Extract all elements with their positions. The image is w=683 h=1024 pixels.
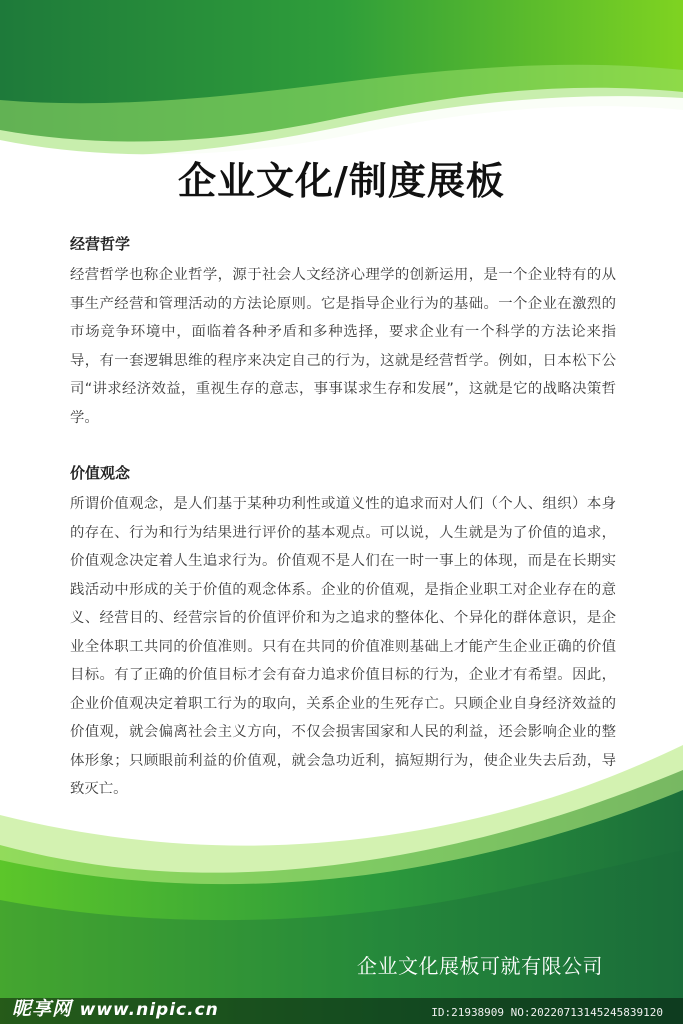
watermark-logo-text: 昵享网 <box>12 998 73 1020</box>
section-body: 所谓价值观念，是人们基于某种功利性或道义性的追求而对人们（个人、组织）本身的存在、行为和行为结果进行评价的基本观点。可以说，人生就是为了价值的追求，价值观念决定着人生追求行为。价值观不是人们在一时一事上的体现，而是在长期实践活动中形成的关于价值的观念体系。企业的价值观，是指企业职工对企业存在的意义、经营目的、经营宗旨的价值评价和为之追求的整体化、个异化的群体意识，是企业全体职工共同的价值准则。只有在共同的价值准则基础上才能产生企业正确的价值目标。有了正确的价值目标才会有奋力追求价值目标的行为，企业才有希望。因此，企业价值观决定着职工行为的取向，关系企业的生死存亡。只顾企业自身经济效益的价值观，就会偏离社会主义方向，不仅会损害国家和人民的利益，还会影响企业的整体形象；只顾眼前利益的价值观，就会急功近利，搞短期行为，使企业失去后劲，导致灭亡。 <box>70 496 616 797</box>
watermark-bar <box>0 998 683 1024</box>
section-heading: 经营哲学 <box>70 235 131 253</box>
section-values <box>70 462 616 804</box>
watermark-site: www.nipic.cn <box>79 1000 219 1020</box>
watermark-id: ID:21938909 NO:20220713145245839120 <box>431 1006 663 1019</box>
page-title: 企业文化/制度展板 <box>178 159 505 203</box>
watermark-logo <box>12 994 219 1021</box>
section-body: 经营哲学也称企业哲学，源于社会人文经济心理学的创新运用，是一个企业特有的从事生产经营和管理活动的方法论原则。它是指导企业行为的基础。一个企业在激烈的市场竞争环境中，面临着各种矛盾和多种选择，要求企业有一个科学的方法论来指导，有一套逻辑思维的程序来决定自己的行为，这就是经营哲学。例如，日本松下公司“讲求经济效益，重视生存的意志，事事谋求生存和发展”，这就是它的战略决策哲学。 <box>70 267 616 426</box>
section-heading: 价值观念 <box>70 464 131 482</box>
company-name: 企业文化展板可就有限公司 <box>357 954 603 978</box>
section-business-philosophy <box>70 233 616 432</box>
